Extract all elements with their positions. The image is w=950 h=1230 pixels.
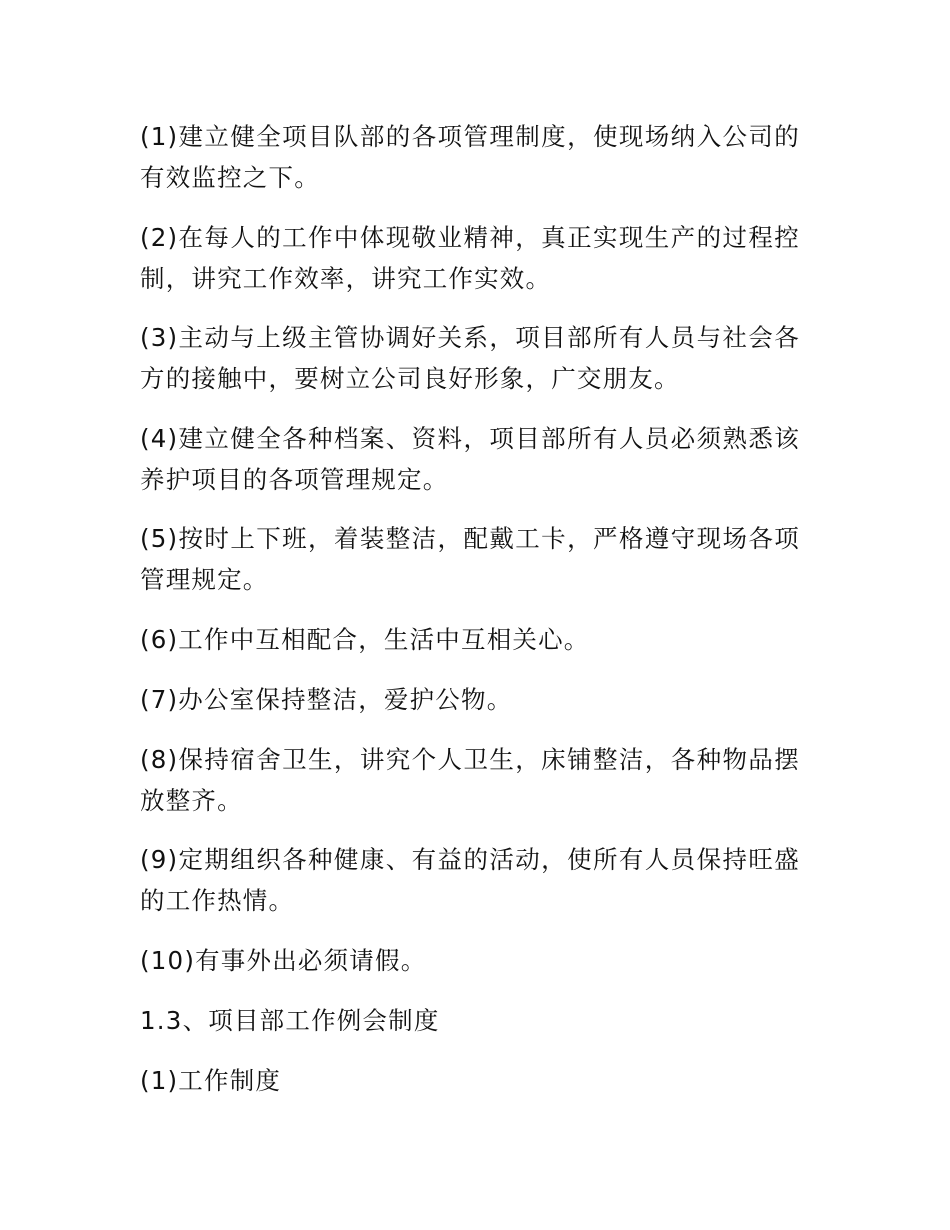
paragraph-5: (5)按时上下班，着装整洁，配戴工卡，严格遵守现场各项管理规定。 — [140, 524, 800, 594]
paragraph-1: (1)建立健全项目队部的各项管理制度，使现场纳入公司的有效监控之下。 — [140, 122, 800, 192]
paragraph-2: (2)在每人的工作中体现敬业精神，真正实现生产的过程控制，讲究工作效率，讲究工作实效。 — [140, 222, 800, 293]
paragraph-3: (3)主动与上级主管协调好关系，项目部所有人员与社会各方的接触中，要树立公司良好形象，广交朋友。 — [140, 323, 800, 393]
paragraph-8: (8)保持宿舍卫生，讲究个人卫生，床铺整洁，各种物品摆放整齐。 — [140, 744, 800, 815]
section-heading: 1.3、项目部工作例会制度 — [140, 1005, 440, 1035]
paragraph-4: (4)建立健全各种档案、资料，项目部所有人员必须熟悉该养护项目的各项管理规定。 — [140, 423, 800, 494]
paragraph-7: (7)办公室保持整洁，爱护公物。 — [140, 684, 513, 714]
sub-heading: (1)工作制度 — [140, 1065, 282, 1095]
paragraph-9: (9)定期组织各种健康、有益的活动，使所有人员保持旺盛的工作热情。 — [140, 845, 800, 915]
document-page — [140, 116, 800, 1120]
paragraph-6: (6)工作中互相配合，生活中互相关心。 — [140, 624, 590, 654]
paragraph-10: (10)有事外出必须请假。 — [140, 945, 427, 975]
